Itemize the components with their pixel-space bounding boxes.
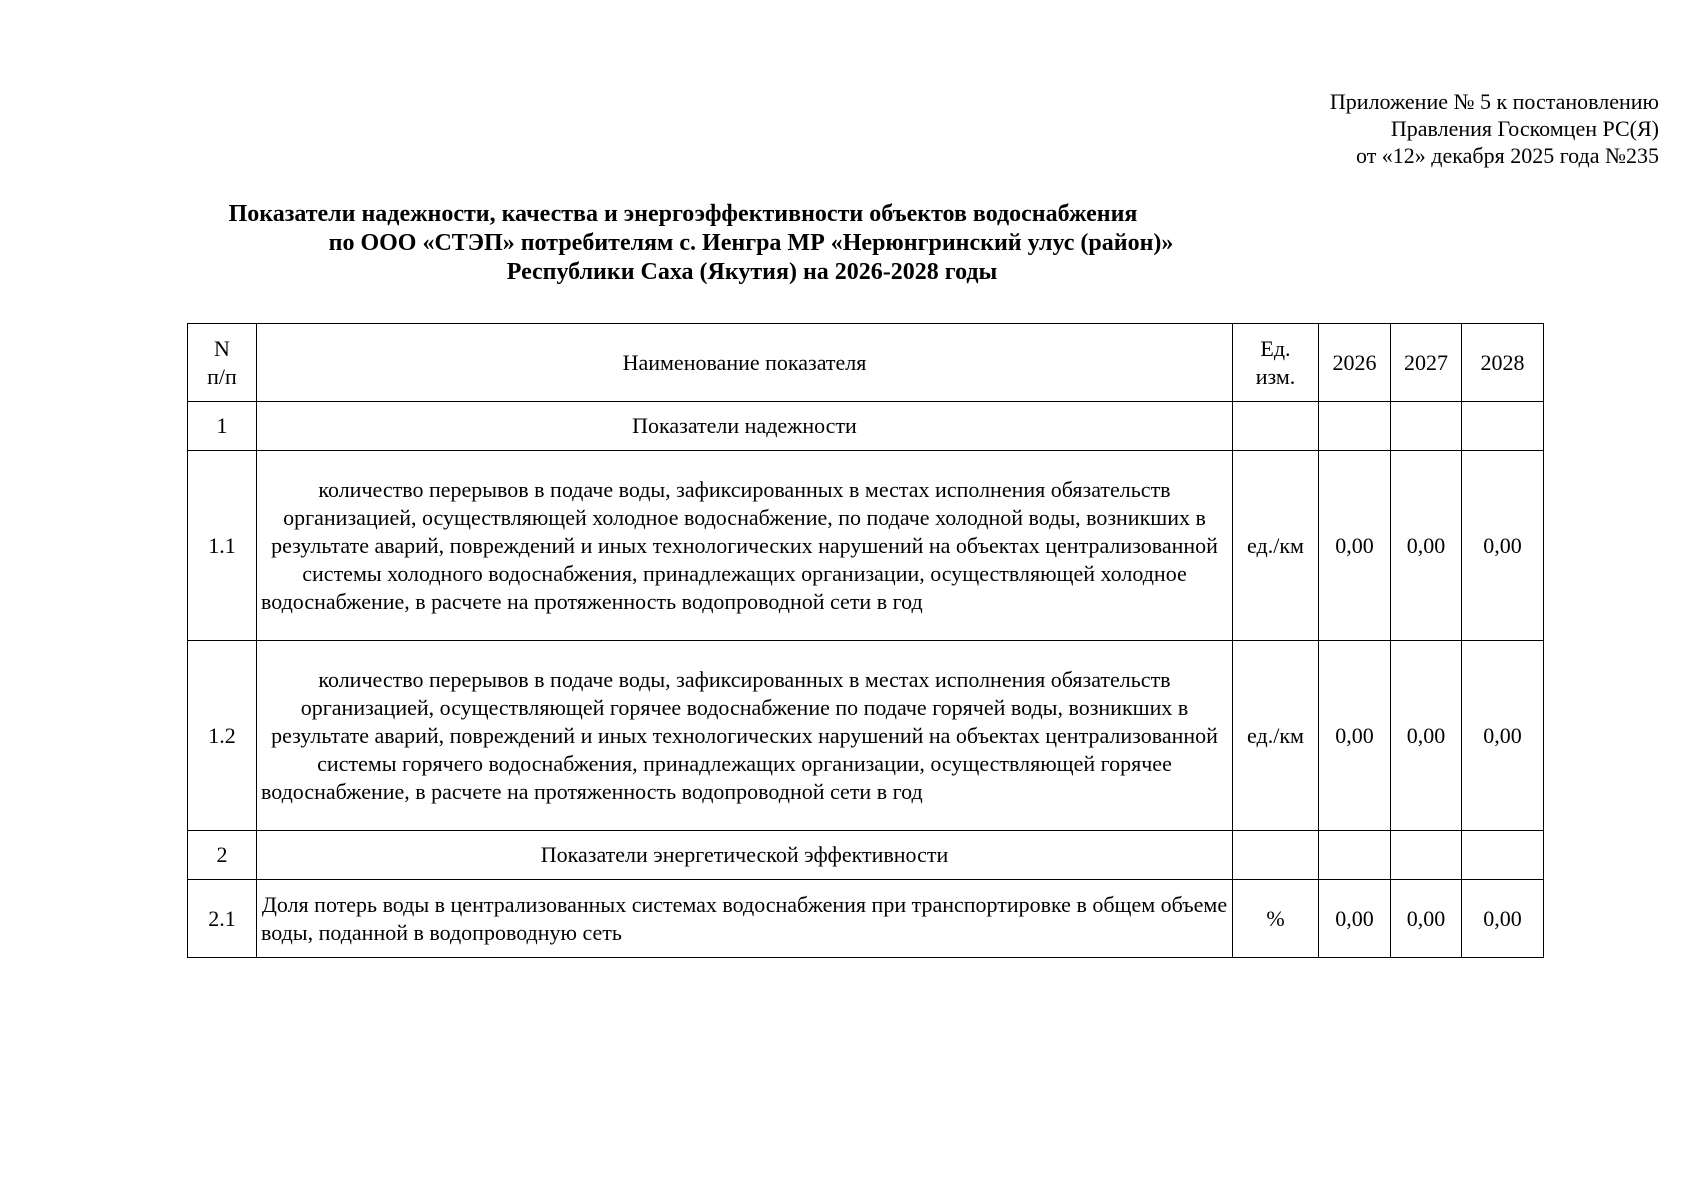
row-num: 1.2 [188,641,257,831]
row-unit: % [1233,880,1319,958]
header-name: Наименование показателя [257,324,1233,402]
row-value-2027: 0,00 [1391,641,1462,831]
row-value-2026: 0,00 [1319,880,1391,958]
row-unit: ед./км [1233,641,1319,831]
appendix-line-1: Приложение № 5 к постановлению [1329,89,1659,114]
row-value-2026: 0,00 [1319,641,1391,831]
row-unit: ед./км [1233,451,1319,641]
header-year-2027: 2027 [1391,324,1462,402]
row-value-2026 [1319,831,1391,880]
header-year-2028: 2028 [1462,324,1544,402]
header-unit: Ед. изм. [1233,324,1319,402]
row-name: Показатели надежности [257,402,1233,451]
row-value-2027: 0,00 [1391,451,1462,641]
row-value-2027 [1391,831,1462,880]
appendix-line-2: Правления Госкомцен РС(Я) [1390,116,1659,141]
row-value-2026: 0,00 [1319,451,1391,641]
header-year-2026: 2026 [1319,324,1391,402]
row-unit [1233,831,1319,880]
appendix-line-3: от «12» декабря 2025 года №235 [1355,143,1659,168]
row-value-2028 [1462,831,1544,880]
table-row [188,402,1544,451]
row-name: количество перерывов в подаче воды, зафиксированных в местах исполнения обязательств организацией, осуществляющей горячее водоснабжение по подаче горячей воды, возникших в результате аварий, повреждений и иных технологических нарушений на объектах централизованной системы горячего водоснабжения, принадлежащих организации, осуществляющей горячее водоснабжение, в расчете на протяженность водопроводной сети в год [257,641,1233,831]
table-row [188,831,1544,880]
table-row [188,451,1544,641]
row-value-2027 [1391,402,1462,451]
header-num: N п/п [188,324,257,402]
title-line-1: Показатели надежности, качества и энергоэффективности объектов водоснабжения [228,201,1138,227]
title-line-3: Республики Саха (Якутия) на 2026-2028 годы [506,259,998,285]
table-header-row [188,324,1544,402]
table-row [188,641,1544,831]
appendix-header [1330,88,1659,169]
row-value-2028: 0,00 [1462,880,1544,958]
indicators-table [187,323,1544,958]
row-name: количество перерывов в подаче воды, зафиксированных в местах исполнения обязательств организацией, осуществляющей холодное водоснабжение, по подаче холодной воды, возникших в результате аварий, повреждений и иных технологических нарушений на объектах централизованной системы холодного водоснабжения, принадлежащих организации, осуществляющей холодное водоснабжение, в расчете на протяженность водопроводной сети в год [257,451,1233,641]
row-value-2026 [1319,402,1391,451]
table-row [188,880,1544,958]
row-value-2028: 0,00 [1462,641,1544,831]
row-num: 1 [188,402,257,451]
row-num: 1.1 [188,451,257,641]
row-num: 2 [188,831,257,880]
row-value-2027: 0,00 [1391,880,1462,958]
document-title [180,200,1280,287]
title-line-2: по ООО «СТЭП» потребителям с. Иенгра МР «Нерюнгринский улус (район)» [328,230,1174,256]
row-name: Доля потерь воды в централизованных системах водоснабжения при транспортировке в общем объеме воды, поданной в водопроводную сеть [257,880,1233,958]
row-name: Показатели энергетической эффективности [257,831,1233,880]
row-value-2028 [1462,402,1544,451]
row-unit [1233,402,1319,451]
row-value-2028: 0,00 [1462,451,1544,641]
row-num: 2.1 [188,880,257,958]
